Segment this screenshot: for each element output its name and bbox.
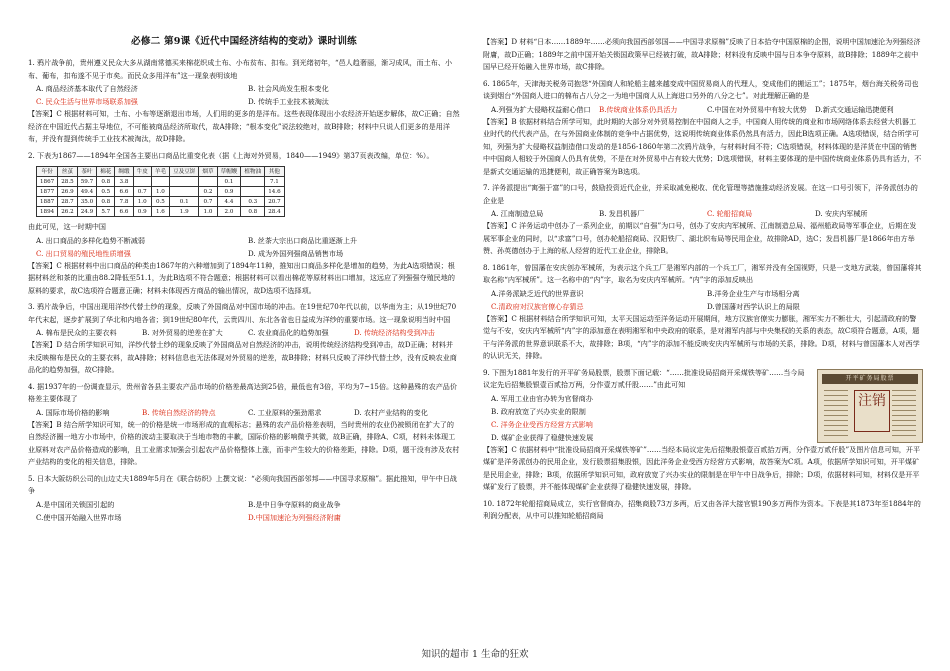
table-row — [37, 197, 285, 207]
q3-option-a: A. 棉布是民众的主要衣料 — [36, 328, 117, 337]
table-cell: 0.2 — [199, 187, 217, 197]
question-9-stem: 9. 下图为1881年发行的开平矿务局股票，股票下面记载：“……批准设局招商开采煤铁等矿……当今局议定先后招集股银壹百贰拾万两，分作壹万贰仟股……”由此可知 — [483, 367, 805, 389]
q7-option-a: A. 江南制造总局 — [491, 209, 544, 218]
table-header-row — [37, 167, 285, 177]
table-header-cell: 羊毛 — [151, 167, 169, 177]
table-cell: 6.6 — [115, 207, 133, 217]
table-row — [37, 177, 285, 187]
left-column — [28, 0, 460, 524]
table-cell: 35.0 — [77, 197, 96, 207]
table-cell: 24.9 — [77, 207, 96, 217]
export-ratio-table — [36, 166, 285, 217]
q5-option-c: C.使中国开始融入世界市场 — [36, 512, 122, 522]
document-title: 必修二 第9课《近代中国经济结构的变动》课时训练 — [131, 36, 357, 47]
question-7-stem: 7. 洋务派提出“寓强于富”的口号，鼓励投资近代企业，并采取减免税收、优化管理等措施推动经济发展。在这一口号引领下，洋务派创办的企业是 — [483, 183, 918, 205]
question-7-answer: 【答案】C 洋务运动中创办了一系列企业，前期以“自强”为口号，创办了安庆内军械所、江南制造总局、福州船政局等军事企业，后期在发展军事企业的同时，以“求富”口号，创办轮船招商局、汉阳铁厂、湖北织布局等民用企业，故排除AD，选C；发昌机器厂是1866年由方举赞、孙英德创办于上海的私人经营的近代工业企业，排除B。 — [483, 221, 917, 255]
table-cell: 14.6 — [265, 187, 284, 197]
question-6-answer: 【答案】B 依据材料结合所学可知，此时期的大部分对外贸易控制在中国商人之手，中国商人用传统的商业和市场网络体系去经营大机器工业时代的代代表产品，在与外国商业体制的竞争中占据优势，这说明传统商业体系仍然具有活力，因此B选项正确。A选项错误，结合所学可知，列强为扩大侵略权益制造借口发动的是1856-1860年第二次鸦片战争，与材料时间不符；C选项错误，材料体现的是洋货在中国的销售中中国商人相较于外国商人仍具有优势，不是在对外贸易中占有较大优势；D选项错误，材料主要体现的是中国传统商业体系仍具有活力，不是新式交通运输的迅捷便利，故正确答案为B选项。 — [483, 116, 922, 176]
q1-option-a: A. 商品经济基本取代了自然经济 — [36, 84, 138, 93]
question-9-answer: 【答案】C 依据材料中“批准设局招商开采煤铁等矿”……当经本局议定先后招集股银壹百贰拾万两，分作壹万贰仟股”及图片信息可知，开平煤矿是洋务派创办的民用企业，发行股票招集股银，因此洋务企业受西方经营方式影响，故答案为C项。A项，依据所学知识可知，开平煤矿是民用企业，排除；B项，依据所学知识可知，政府放宽了兴办实业的限制是在甲午中日战争后，排除；D项，依据材料可知，材料仅是开平煤矿发行了股票，并不能体现煤矿企业获得了稳健快速发展，排除。 — [483, 444, 921, 491]
table-cell: 3.8 — [115, 177, 133, 187]
question-2-options — [28, 234, 460, 260]
table-cell: 0.7 — [133, 187, 151, 197]
table-cell: 0.8 — [97, 197, 115, 207]
certificate-text-left — [824, 388, 848, 436]
table-cell: 0.8 — [241, 207, 265, 217]
table-cell: 5.7 — [97, 207, 115, 217]
certificate-seal: 注销 — [854, 390, 890, 432]
question-2-lead: 由此可见，这一时期中国 — [28, 222, 107, 231]
table-cell — [133, 177, 151, 187]
q9-option-c: C. 洋务企业受西方经营方式影响 — [491, 419, 593, 429]
certificate-header: 开平矿务局股票 — [822, 374, 918, 384]
table-cell: 1887 — [37, 197, 58, 207]
question-3-answer: 【答案】D 结合所学知识可知，洋纱代替土纱的现象反映了外国商品对自然经济的冲击，说明传统经济结构受到冲击，故D正确；材料并未反映棉布是民众的主要衣料，故A排除；材料信息也无法体现对外贸易的逆差，故B排除；材料只反映了洋纱代替土纱，没有反映农业商品化的趋势加强，故C排除。 — [28, 340, 457, 374]
q3-option-b: B. 对外贸易的逆差在扩大 — [142, 328, 223, 337]
question-4-answer: 【答案】B 结合所学知识可知，统一的价格是统一市场形成的直观标志；悬殊的农产品价格差表明，当时贵州的农业仍被锁闭在扩大了的自然经济圈一地方小市场中，价格的波动主要取决于当地市物的丰歉，国际价格的影响微乎其微，故B正确，排除A、C项，材料未体现工业原料对农产品价格造成的影响，且工业需求加强会引起农产品价格整体上涨，而非产生较大的价格差距，排除。D项，题干没有涉及农村产业结构的变化的相关信息，排除。 — [28, 419, 460, 466]
q9-option-b: B. 政府放宽了兴办实业的限制 — [491, 406, 586, 416]
question-5-options — [28, 498, 460, 524]
q1-option-d: D. 传统手工业技术被淘汰 — [248, 97, 329, 106]
question-1-answer: 【答案】C 根据材料可知，土布、小布等逐渐退出市场，人们用的更多的是洋布。这些表现体现出小农经济开始逐步解体，故C正确；自然经济在中国近代占据主导地位，不可能被商品经济所取代，故A排除；“根本变化”说法较绝对，故B排除；材料中只说人们更多的是用洋布，并没有提到传统手工业技术被淘汰，故D排除。 — [28, 109, 460, 143]
table-cell: 0.5 — [97, 187, 115, 197]
table-cell: 26.2 — [58, 207, 77, 217]
question-3-stem: 3. 鸦片战争后，中国出现用洋纱代替土纱的现象，反映了外国商品对中国市场的冲击。在19世纪70年代以前，以华南为主；从19世纪70年代末起，逐步扩展到了华北和内地各省；到19世纪80年代，云贵四川、东北各省也日益成为洋纱的重要市场。这一现象说明当时中国 — [28, 302, 457, 324]
table-cell: 59.7 — [77, 177, 96, 187]
q7-option-c: C. 轮船招商局 — [707, 209, 753, 218]
table-cell: 28.5 — [58, 177, 77, 187]
table-cell: 4.4 — [217, 197, 241, 207]
right-column — [483, 0, 923, 523]
table-cell — [151, 177, 169, 187]
table-cell: 20.7 — [265, 197, 284, 207]
certificate-text-right — [892, 388, 916, 436]
table-cell: 1.0 — [151, 187, 169, 197]
table-cell: 28.7 — [58, 197, 77, 207]
q3-option-d: D. 传统经济结构受到冲击 — [354, 328, 435, 337]
question-2-stem: 2. 下表为1867——1894年全国各主要出口商品比重变化表（据《上海对外贸易，1840——1949》第37页表改编，单位：%）。 — [28, 150, 434, 160]
table-cell: 0.8 — [97, 177, 115, 187]
q8-option-d: D.曾国藩对西学认识上的局限 — [707, 301, 800, 311]
table-header-cell: 棉花 — [97, 167, 115, 177]
question-9-text — [483, 367, 811, 444]
q2-option-d: D. 成为外国列强商品销售市场 — [248, 248, 344, 258]
question-9-block — [483, 367, 923, 444]
table-cell — [170, 187, 199, 197]
question-5-stem: 5. 日本大阪纺织公司的山边丈夫1889年5月在《联合纺织》上撰文说：“必须向我国西部邻邦——中国寻求原棉”。据此推知，甲午中日战争 — [28, 473, 457, 495]
table-header-cell: 豆及豆饼 — [170, 167, 199, 177]
table-header-cell: 绸缎 — [115, 167, 133, 177]
q9-option-a: A. 军用工业由官办转为官督商办 — [491, 393, 593, 403]
q9-option-d: D. 煤矿企业获得了稳健快速发展 — [491, 432, 594, 442]
q6-option-d: D.新式交通运输迅捷便利 — [815, 104, 894, 114]
table-cell: 0.9 — [133, 207, 151, 217]
table-cell: 1877 — [37, 187, 58, 197]
question-8-answer: 【答案】C 根据材料结合所学知识可知，太平天国运动至洋务运动开展期间，地方汉族官僚实力膨胀，湘军实力不断壮大，引起清政府的警觉与不安，安庆内军械所“内”字的添加意在表明湘军和中央政府的联系，是对湘军内部与中央集权的关系的表态，故C项符合题意，A项，题干与洋务派的世界意识联系不大，故排除；B项，“内”字的添加不能反映安庆内军械所与市场的关系，排除。D项，材料与曾国藩本人对西学的认识无关，排除。 — [483, 313, 920, 360]
q3-option-c: C. 农业商品化的趋势加强 — [248, 328, 329, 337]
table-header-cell: 其他 — [265, 167, 284, 177]
table-row — [37, 187, 285, 197]
table-header-cell: 牛皮 — [133, 167, 151, 177]
table-cell — [170, 177, 199, 187]
question-6-options — [483, 103, 923, 116]
table-header-cell: 草帽缏 — [217, 167, 241, 177]
question-3-options — [28, 326, 460, 339]
q8-option-c: C.清政府对汉族官僚心存猜忌 — [491, 301, 584, 311]
q4-option-d: D. 农村产业结构的变化 — [354, 407, 428, 417]
q4-option-b: B. 传统自然经济的特点 — [142, 407, 216, 417]
question-6-stem: 6. 1865年，天津海关税务司抱怨“外国商人和轮船主越来越变成中国贸易商人的代理人，变成他们的搬运工”；1875年，烟台海关税务司也谈到烟台“外国商人进口的棉布占八分之一为地中国商人从上海进口另外的八分之七”。对此理解正确的是 — [483, 78, 919, 100]
table-cell — [241, 177, 265, 187]
q2-option-c: C. 出口贸易的殖民地性质增强 — [36, 248, 131, 258]
question-8-stem: 8. 1861年，曾国藩在安庆创办军械所，为表示这个兵工厂是湘军内部的一个兵工厂，湘军并没有全国视野，只是一支地方武装，曾国藩将其取名称“内军械所”。这一名称中的“内”字，取名为安庆内军械所。“内”字的添加反映出 — [483, 262, 922, 284]
q4-option-a: A. 国际市场价格的影响 — [36, 407, 110, 417]
table-cell: 28.4 — [265, 207, 284, 217]
table-cell: 26.9 — [58, 187, 77, 197]
table-cell: 0.7 — [199, 197, 217, 207]
table-cell: 6.6 — [115, 187, 133, 197]
q7-option-d: D. 安庆内军械所 — [815, 209, 868, 218]
question-1-options — [28, 82, 460, 108]
question-4-options — [28, 406, 460, 419]
table-cell: 1894 — [37, 207, 58, 217]
q5-option-a: A.是中国闭关锁国引起的 — [36, 499, 115, 509]
question-7-options — [483, 207, 923, 220]
q1-option-c: C. 民众生活与世界市场联系加强 — [36, 97, 138, 106]
question-9-options — [483, 392, 811, 444]
table-cell: 49.4 — [77, 187, 96, 197]
table-cell — [199, 177, 217, 187]
table-cell: 1.6 — [151, 207, 169, 217]
table-cell: 0.3 — [241, 197, 265, 207]
q5-option-b: B.是中日争夺原料的商业战争 — [248, 499, 341, 509]
table-cell: 1867 — [37, 177, 58, 187]
question-5-answer: 【答案】D 材料“日本……1889年……必须向我国西部邻国——中国寻求原棉”反映了日本拾夺中国原棉的企图，说明中国加速沦为列强经济附庸，故D正确；1889年之前中国开始关锁国政策早已经被打破，故A排除；材料没有反映中国与日本争夺原料，故B排除；1889年之前中国早已经开始融入世界市场，故C排除。 — [483, 37, 921, 71]
table-cell: 0.5 — [151, 197, 169, 207]
q2-option-b: B. 丝茶大宗出口商品比重逐渐上升 — [248, 235, 358, 245]
table-cell: 0.9 — [217, 187, 241, 197]
table-cell: 1.9 — [170, 207, 199, 217]
table-cell: 7.8 — [115, 197, 133, 207]
q4-option-c: C. 工业原料的强劲需求 — [248, 407, 322, 417]
table-header-cell: 年份 — [37, 167, 58, 177]
q1-option-b: B. 社会风尚发生根本变化 — [248, 84, 329, 93]
q7-option-b: B. 发昌机器厂 — [599, 209, 645, 218]
q6-option-c: C.中国在对外贸易中有较大优势 — [707, 104, 807, 114]
table-header-cell: 丝茧 — [58, 167, 77, 177]
table-cell: 1.0 — [133, 197, 151, 207]
table-row — [37, 207, 285, 217]
table-header-cell: 茶叶 — [77, 167, 96, 177]
table-cell: 7.1 — [265, 177, 284, 187]
table-cell — [241, 187, 265, 197]
question-8-options — [483, 287, 923, 313]
question-2-answer: 【答案】C 根据材料中出口商品的种类由1867年的六种增加到了1894年11种，推知出口商品多样化是增加的趋势，为此A选项错误；根据材料丝和茶的比重由88.2降低至51.1，为此B选项不符合题意；根据材料可以看出棉花等原材料出口增加，这远应了列强强夺殖民地的原料的要求，故C选项符合题意正确；材料未体现西方商品的输出情况，故D选项不选择项。 — [28, 260, 455, 295]
question-4-stem: 4. 据1937年的一份调查显示，贵州省各县主要农产品市场的价格差最高达到25倍，最低也有3倍，平均为7~15倍。这种悬殊的农产品价格差主要体现了 — [28, 381, 457, 403]
q8-option-b: B.洋务企业生产与市场相分离 — [707, 288, 800, 298]
table-header-cell: 烟草 — [199, 167, 217, 177]
table-header-cell: 植物油 — [241, 167, 265, 177]
question-1-stem: 1. 鸦片战争前，贵州遵义民众大多从湖南常德买来棉花织成土布、小布贫布、扣布。到光绪初年，“邑人趋奢丽，渐习成风，而土布、小布、葡布，扣布遂不见于市矣。而民众多用洋布”这一现象表明该地 — [28, 58, 453, 80]
page-footer: 知识的超市 1 生命的狂欢 — [421, 649, 529, 660]
table-cell: 0.1 — [217, 177, 241, 187]
q5-option-d: D.中国加速沦为列强经济附庸 — [248, 512, 341, 522]
kaiping-stock-certificate-image — [817, 369, 923, 443]
q2-option-a: A. 出口商品的多样化趋势不断减弱 — [36, 235, 145, 245]
question-10-stem: 10. 1872年轮船招商局成立，实行官督商办，招集商股73万多两，后又由各洋大接官银190多万两作为资本。下表是其1873年至1884年的利润分配表，从中可以推知轮船招商局 — [483, 498, 921, 520]
q8-option-a: A.洋务派缺乏近代的世界意识 — [491, 288, 584, 298]
q6-option-b: B.传统商业体系仍具活力 — [599, 104, 678, 114]
table-cell: 0.1 — [170, 197, 199, 207]
table-cell: 2.0 — [217, 207, 241, 217]
q6-option-a: A.列强为扩大侵略权益耐心借口 — [491, 104, 591, 114]
table-cell: 1.0 — [199, 207, 217, 217]
